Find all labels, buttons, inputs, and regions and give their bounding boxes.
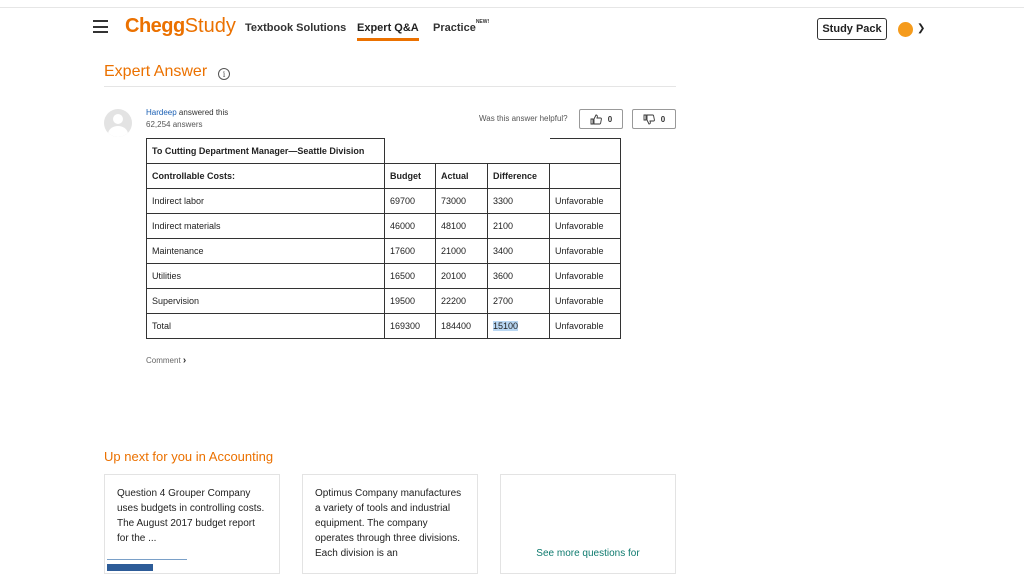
table-cell: 184400 (436, 314, 488, 339)
question-thumbnail (107, 559, 153, 569)
nav-expert-qa[interactable]: Expert Q&A (357, 22, 419, 34)
table-cell: 22200 (436, 289, 488, 314)
header-cell: Difference (488, 164, 550, 189)
answerer-name[interactable]: Hardeep (146, 108, 177, 117)
table-cell: Supervision (147, 289, 385, 314)
table-cell: Total (147, 314, 385, 339)
answer-count: 62,254 answers (146, 120, 203, 129)
site-header (0, 9, 1024, 49)
table-cell: 3600 (488, 264, 550, 289)
see-more-link[interactable]: See more questions for (536, 548, 640, 559)
table-cell: Utilities (147, 264, 385, 289)
header-cell: Actual (436, 164, 488, 189)
thumbs-down-icon (643, 114, 655, 125)
budget-report-table (146, 138, 621, 339)
table-row (147, 264, 621, 289)
table-cell: 3300 (488, 189, 550, 214)
table-cell: 46000 (385, 214, 436, 239)
table-row (147, 289, 621, 314)
table-cell: 21000 (436, 239, 488, 264)
table-row (147, 189, 621, 214)
table-cell: 16500 (385, 264, 436, 289)
user-avatar[interactable] (898, 22, 913, 37)
table-row (147, 214, 621, 239)
table-cell: 17600 (385, 239, 436, 264)
thumbs-down-button[interactable] (632, 109, 676, 129)
table-cell-highlighted (488, 314, 550, 339)
table-row (147, 239, 621, 264)
table-cell: Maintenance (147, 239, 385, 264)
table-cell: Unfavorable (550, 264, 621, 289)
header-cell: Budget (385, 164, 436, 189)
table-cell: 2700 (488, 289, 550, 314)
table-cell: 2100 (488, 214, 550, 239)
thumbs-down-count: 0 (660, 114, 666, 124)
table-cell: Unfavorable (550, 289, 621, 314)
table-row-total (147, 314, 621, 339)
nav-practice[interactable]: Practice$^{NEW!}$ (433, 19, 490, 34)
table-header-row (147, 164, 621, 189)
table-cell: 169300 (385, 314, 436, 339)
table-cell: 48100 (436, 214, 488, 239)
question-card-text: Question 4 Grouper Company uses budgets in controlling costs. The August 2017 budget report for the ... (117, 488, 265, 544)
table-cell: Unfavorable (550, 214, 621, 239)
info-icon[interactable]: i (218, 68, 230, 80)
new-badge: NEW! (475, 19, 490, 26)
chevron-down-icon[interactable]: ❯ (917, 23, 926, 34)
selected-text: 15100 (493, 321, 519, 331)
table-cell: 3400 (488, 239, 550, 264)
comment-link[interactable]: Comment › (146, 355, 187, 366)
expert-answer-title: Expert Answer (104, 63, 208, 80)
table-cell: Unfavorable (550, 239, 621, 264)
thumbs-up-count: 0 (607, 114, 613, 124)
divider (104, 86, 676, 87)
helpful-prompt: Was this answer helpful? (479, 114, 568, 123)
thumbs-up-icon (590, 114, 602, 125)
header-cell (550, 164, 621, 189)
table-title-row (147, 139, 621, 164)
table-cell: 19500 (385, 289, 436, 314)
table-cell: 69700 (385, 189, 436, 214)
question-card-text: Optimus Company manufactures a variety of tools and industrial equipment. The company operates through three divisions. Each division is an (315, 488, 462, 559)
study-pack-button[interactable]: Study Pack (817, 18, 887, 40)
table-cell: 20100 (436, 264, 488, 289)
chevron-right-icon: › (182, 355, 187, 366)
table-cell: Unfavorable (550, 314, 621, 339)
answerer-avatar (104, 109, 132, 137)
table-cell: 73000 (436, 189, 488, 214)
see-more-card[interactable] (500, 474, 676, 574)
question-card[interactable] (302, 474, 478, 574)
hamburger-menu-icon[interactable] (93, 20, 108, 33)
answered-suffix: answered this (178, 108, 229, 117)
answerer-line (146, 108, 228, 117)
thumbs-up-button[interactable] (579, 109, 623, 129)
nav-textbook-solutions[interactable]: Textbook Solutions (245, 22, 347, 34)
table-cell: Indirect labor (147, 189, 385, 214)
question-card[interactable] (104, 474, 280, 574)
chegg-study-logo[interactable]: CheggStudy (125, 15, 236, 37)
top-strip (0, 0, 1024, 8)
table-cell: Indirect materials (147, 214, 385, 239)
table-title: To Cutting Department Manager—Seattle Division (147, 139, 385, 164)
header-cell: Controllable Costs: (147, 164, 385, 189)
up-next-title: Up next for you in Accounting (104, 449, 274, 464)
table-cell: Unfavorable (550, 189, 621, 214)
